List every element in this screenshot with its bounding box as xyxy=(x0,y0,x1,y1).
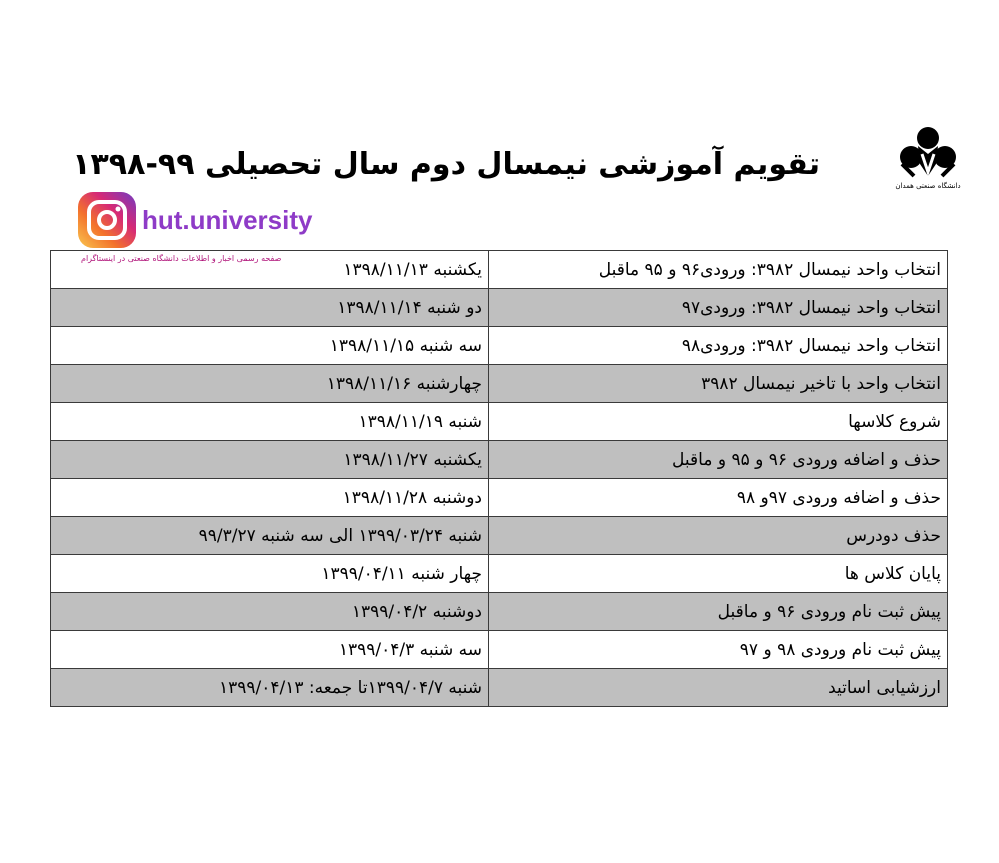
table-row xyxy=(51,555,948,593)
date-cell: شنبه ۱۳۹۹/۰۴/۷تا جمعه: ۱۳۹۹/۰۴/۱۳ xyxy=(51,669,489,707)
event-cell: شروع کلاسها xyxy=(489,403,948,441)
table-row xyxy=(51,669,948,707)
page-title: تقویم آموزشی نیمسال دوم سال تحصیلی ۹۹-۱۳۹۸ xyxy=(72,147,820,182)
logo-caption: دانشگاه صنعتی همدان xyxy=(895,182,961,190)
table-row xyxy=(51,365,948,403)
table-row xyxy=(51,479,948,517)
academic-calendar-table xyxy=(50,250,948,707)
instagram-handle[interactable]: hut.university xyxy=(142,205,313,235)
table-row xyxy=(51,441,948,479)
date-cell: چهارشنبه ۱۳۹۸/۱۱/۱۶ xyxy=(51,365,489,403)
instagram-note: صفحه رسمی اخبار و اطلاعات دانشگاه صنعتی در اینستاگرام xyxy=(81,254,282,263)
date-cell: یکشنبه ۱۳۹۸/۱۱/۲۷ xyxy=(51,441,489,479)
university-logo xyxy=(888,124,968,194)
event-cell: پایان کلاس ها xyxy=(489,555,948,593)
event-cell: انتخاب واحد با تاخیر نیمسال ۳۹۸۲ xyxy=(489,365,948,403)
event-cell: ارزشیابی اساتید xyxy=(489,669,948,707)
table-row xyxy=(51,289,948,327)
date-cell xyxy=(51,251,489,289)
instagram-icon[interactable] xyxy=(76,190,138,250)
date-cell: دو شنبه ۱۳۹۸/۱۱/۱۴ xyxy=(51,289,489,327)
table-row xyxy=(51,403,948,441)
event-cell: حذف و اضافه ورودی ۹۷و ۹۸ xyxy=(489,479,948,517)
event-cell: حذف دودرس xyxy=(489,517,948,555)
event-cell: انتخاب واحد نیمسال ۳۹۸۲: ورودی۹۶ و ۹۵ ماقبل xyxy=(489,251,948,289)
date-cell: سه شنبه ۱۳۹۸/۱۱/۱۵ xyxy=(51,327,489,365)
date-cell: دوشنبه ۱۳۹۸/۱۱/۲۸ xyxy=(51,479,489,517)
university-emblem-icon xyxy=(888,124,968,182)
table-row xyxy=(51,631,948,669)
table-row xyxy=(51,251,948,289)
date-cell: شنبه ۱۳۹۹/۰۳/۲۴ الی سه شنبه ۹۹/۳/۲۷ xyxy=(51,517,489,555)
date-cell: چهار شنبه ۱۳۹۹/۰۴/۱۱ xyxy=(51,555,489,593)
event-cell: پیش ثبت نام ورودی ۹۸ و ۹۷ xyxy=(489,631,948,669)
date-cell: دوشنبه ۱۳۹۹/۰۴/۲ xyxy=(51,593,489,631)
event-cell: انتخاب واحد نیمسال ۳۹۸۲: ورودی۹۸ xyxy=(489,327,948,365)
table-row xyxy=(51,517,948,555)
table-row xyxy=(51,327,948,365)
event-cell: انتخاب واحد نیمسال ۳۹۸۲: ورودی۹۷ xyxy=(489,289,948,327)
event-cell: پیش ثبت نام ورودی ۹۶ و ماقبل xyxy=(489,593,948,631)
date-text: یکشنبه ۱۳۹۸/۱۱/۱۳ xyxy=(343,259,482,280)
event-cell: حذف و اضافه ورودی ۹۶ و ۹۵ و ماقبل xyxy=(489,441,948,479)
table-row xyxy=(51,593,948,631)
date-cell: شنبه ۱۳۹۸/۱۱/۱۹ xyxy=(51,403,489,441)
date-cell: سه شنبه ۱۳۹۹/۰۴/۳ xyxy=(51,631,489,669)
